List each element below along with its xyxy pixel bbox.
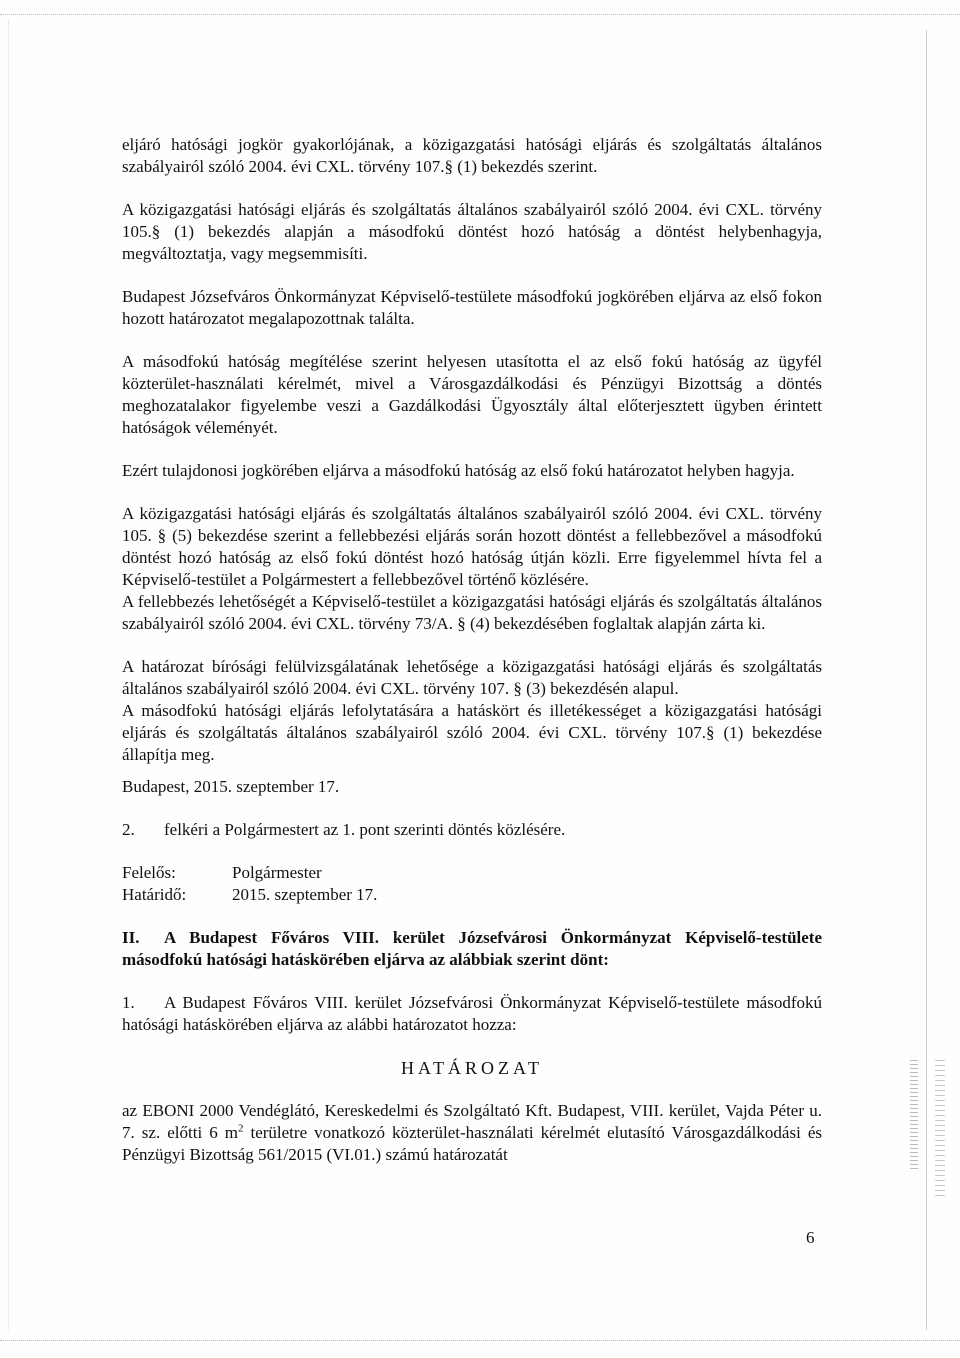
scan-noise: [935, 1060, 945, 1200]
resolution-item-2: [122, 819, 822, 841]
section-heading: [122, 927, 822, 971]
paragraph: Budapest Józsefváros Önkormányzat Képviselő-testülete másodfokú jogkörében eljárva az első fokon hozott határozatot megalapozottnak találta.: [122, 287, 822, 328]
scan-edge-left: [8, 20, 9, 1330]
responsible-value: Polgármester: [232, 863, 322, 882]
scan-edge-bottom: [0, 1340, 960, 1341]
scan-noise: [910, 1060, 918, 1170]
paragraph: A másodfokú hatósági eljárás lefolytatására a hatáskört és illetékességet a közigazgatási hatósági eljárás és szolgáltatás általános szabályairól szóló 2004. évi CXL. törvény 107.§ (1) bekezdése állapítja meg.: [122, 701, 822, 764]
paragraph: A közigazgatási hatósági eljárás és szolgáltatás általános szabályairól szóló 2004. évi CXL. törvény 105.§ (1) bekezdés alapján a másodfokú döntést hozó hatóság a döntést helybenhagyja, megváltoztatja, vagy megsemmisíti.: [122, 200, 822, 263]
decision-text-part: területre vonatkozó közterület-használati kérelmét elutasító Városgazdálkodási és Pénzügyi Bizottság 561/2015 (VI.01.) számú határozatát: [122, 1123, 822, 1164]
responsible-row: [122, 862, 822, 884]
item-number: 1.: [122, 993, 135, 1012]
resolution-item-1: [122, 992, 822, 1036]
deadline-label: Határidő:: [122, 885, 187, 904]
paragraph: A határozat bírósági felülvizsgálatának lehetősége a közigazgatási hatósági eljárás és szolgáltatás általános szabályairól szóló 2004. évi CXL. törvény 107. § (3) bekezdésén alapul.: [122, 657, 822, 698]
deadline-value: 2015. szeptember 17.: [232, 885, 378, 904]
paragraph: A közigazgatási hatósági eljárás és szolgáltatás általános szabályairól szóló 2004. évi CXL. törvény 105. § (5) bekezdése szerint a fellebbezési eljárás során hozott döntést a fellebbezővel a másodfokú döntést hozó hatóság az első fokú döntést hozó hatóság útján közli. Erre figyelemmel hívta fel a Képviselő-testület a Polgármestert a fellebbezővel történő közlésére.: [122, 504, 822, 589]
decision-title: HATÁROZAT: [401, 1058, 543, 1078]
scan-edge-top: [0, 14, 960, 15]
scan-edge-right: [926, 30, 927, 1330]
decision-text: [122, 1100, 822, 1166]
responsible-label: Felelős:: [122, 863, 176, 882]
paragraph: Ezért tulajdonosi jogkörében eljárva a másodfokú hatóság az első fokú határozatot helyben hagyja.: [122, 461, 795, 480]
paragraph: A fellebbezés lehetőségét a Képviselő-testület a közigazgatási hatósági eljárás és szolgáltatás általános szabályairól szóló 2004. évi CXL. törvény 73/A. § (4) bekezdésében foglaltak alapján zárta ki.: [122, 592, 822, 633]
paragraph: eljáró hatósági jogkör gyakorlójának, a közigazgatási hatósági eljárás és szolgáltatás általános szabályairól szóló 2004. évi CXL. törvény 107.§ (1) bekezdés szerint.: [122, 135, 822, 176]
superscript: 2: [237, 1122, 244, 1135]
section-heading-text: A Budapest Főváros VIII. kerület Józsefvárosi Önkormányzat Képviselő-testülete másodfokú hatósági hatáskörében eljárva az alábbiak szerint dönt:: [122, 928, 822, 969]
item-text: A Budapest Főváros VIII. kerület Józsefvárosi Önkormányzat Képviselő-testülete másodfokú hatósági hatáskörében eljárva az alábbi határozatot hozza:: [122, 993, 822, 1034]
section-number: II.: [122, 928, 140, 947]
item-number: 2.: [122, 820, 135, 839]
decision-text-part: az EBONI 2000 Vendéglátó, Kereskedelmi és Szolgáltató Kft. Budapest, VIII. kerület, Vajda Péter u. 7. sz. előtti 6 m: [122, 1101, 822, 1142]
document-body: [122, 134, 822, 1166]
item-text: felkéri a Polgármestert az 1. pont szerinti döntés közlésére.: [164, 820, 566, 839]
deadline-row: [122, 884, 822, 906]
paragraph: A másodfokú hatóság megítélése szerint helyesen utasította el az első fokú hatóság az ügyfél közterület-használati kérelmét, mivel a Városgazdálkodási és Pénzügyi Bizottság a döntés meghozatalakor figyelembe veszi a Gazdálkodási Ügyosztály által előterjesztett ügyben érintett hatóságok véleményét.: [122, 352, 822, 437]
page-number: 6: [806, 1228, 815, 1247]
date-line: Budapest, 2015. szeptember 17.: [122, 777, 340, 796]
